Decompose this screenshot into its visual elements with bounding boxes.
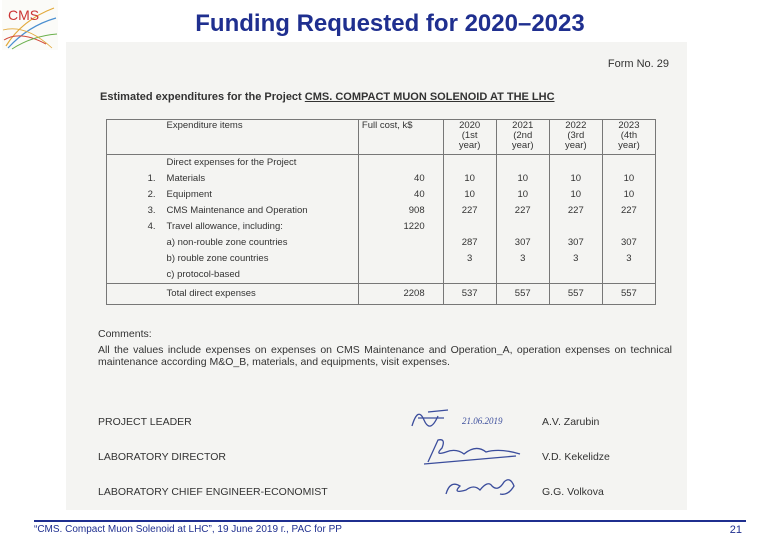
year-value: 227 <box>567 205 584 216</box>
section-label: Direct expenses for the Project <box>166 157 297 168</box>
cost-column <box>358 155 443 284</box>
year-value: 10 <box>623 189 635 200</box>
year-ordinal: (2nd <box>513 130 533 141</box>
year-value: 10 <box>464 189 475 200</box>
year-value: 10 <box>570 189 582 200</box>
year-suffix: year) <box>458 140 481 151</box>
cost-value: 1220 <box>403 221 425 232</box>
year-ordinal: (3rd <box>567 130 585 141</box>
logo-text: CMS <box>8 7 40 23</box>
row-label: CMS Maintenance and Operation <box>166 205 308 216</box>
year-label: 2022 <box>565 120 587 131</box>
total-label: Total direct expenses <box>164 284 359 305</box>
header-year-2022 <box>549 120 602 155</box>
footer-caption: “CMS. Compact Muon Solenoid at LHC”, 19 June 2019 г., PAC for PP <box>34 524 342 535</box>
signature-name: A.V. Zarubin <box>542 416 600 428</box>
header-cost-label: Full cost, k$ <box>361 120 413 131</box>
signature-scribble <box>438 472 528 500</box>
row-label: b) rouble zone countries <box>166 253 269 264</box>
scanned-form <box>66 42 687 510</box>
signature-role: LABORATORY DIRECTOR <box>98 451 226 463</box>
total-2022: 557 <box>549 284 602 305</box>
year-value: 10 <box>517 173 529 184</box>
year-label: 2021 <box>512 120 534 131</box>
row-num: 1. <box>147 173 156 184</box>
signature-name: G.G. Volkova <box>542 486 604 498</box>
year-2023-column <box>602 155 655 284</box>
table-header-row <box>107 120 656 155</box>
row-num: 3. <box>147 205 156 216</box>
year-suffix: year) <box>564 140 587 151</box>
year-value: 307 <box>620 237 637 248</box>
expenditure-table <box>106 119 656 305</box>
footer-divider <box>34 520 746 522</box>
year-2021-column <box>496 155 549 284</box>
row-label: Travel allowance, including: <box>166 221 283 232</box>
year-value: 10 <box>623 173 635 184</box>
year-value: 10 <box>517 189 529 200</box>
year-ordinal: (4th <box>620 130 638 141</box>
year-2020-column <box>443 155 496 284</box>
form-heading <box>100 91 555 103</box>
header-cost <box>358 120 443 155</box>
year-value: 3 <box>467 253 473 264</box>
page-number: 21 <box>729 524 742 536</box>
year-suffix: year) <box>511 140 534 151</box>
year-value: 3 <box>520 253 526 264</box>
signature-role: LABORATORY CHIEF ENGINEER-ECONOMIST <box>98 486 328 498</box>
table-body-row <box>107 155 656 284</box>
form-number: Form No. 29 <box>607 58 669 70</box>
year-value: 307 <box>514 237 531 248</box>
total-num-cell <box>107 284 164 305</box>
cost-value: 908 <box>408 205 425 216</box>
year-value: 227 <box>514 205 531 216</box>
signature-name: V.D. Kekelidze <box>542 451 610 463</box>
row-label: c) protocol-based <box>166 269 240 280</box>
year-ordinal: (1st <box>461 130 478 141</box>
header-items <box>164 120 359 155</box>
row-label: Equipment <box>166 189 212 200</box>
header-num-cell <box>107 120 164 155</box>
total-row <box>107 284 656 305</box>
project-name: CMS. COMPACT MUON SOLENOID AT THE LHC <box>304 91 555 103</box>
total-cost: 2208 <box>358 284 443 305</box>
row-labels <box>164 155 359 284</box>
year-suffix: year) <box>618 140 640 151</box>
header-year-2023 <box>602 120 655 155</box>
signature-scribble <box>416 436 526 466</box>
row-label: Materials <box>166 173 206 184</box>
form-heading-text: Estimated expenditures for the Project <box>100 91 302 103</box>
cost-value: 40 <box>414 189 425 200</box>
comments-text: All the values include expenses on expenses on CMS Maintenance and Operation_A, operation expenses on technical maintenance according M&O_B, materials, and equipments, visit expenses. <box>98 344 672 368</box>
row-num: 4. <box>147 221 156 232</box>
row-label: a) non-rouble zone countries <box>166 237 288 248</box>
total-2020: 537 <box>443 284 496 305</box>
header-year-2021 <box>496 120 549 155</box>
year-value: 3 <box>573 253 579 264</box>
row-num: 2. <box>147 189 156 200</box>
signature-role: PROJECT LEADER <box>98 416 192 428</box>
cost-value: 40 <box>414 173 425 184</box>
year-value: 10 <box>570 173 582 184</box>
year-value: 227 <box>461 205 478 216</box>
year-value: 227 <box>620 205 637 216</box>
year-2022-column <box>549 155 602 284</box>
header-items-label: Expenditure items <box>166 120 243 131</box>
year-label: 2023 <box>618 120 640 131</box>
row-numbers <box>107 155 164 284</box>
year-value: 287 <box>461 237 478 248</box>
total-2021: 557 <box>496 284 549 305</box>
signature-scribble <box>404 404 534 434</box>
slide-title: Funding Requested for 2020–2023 <box>195 10 585 37</box>
year-value: 3 <box>626 253 632 264</box>
signature-date: 21.06.2019 <box>462 416 503 426</box>
year-value: 307 <box>567 237 584 248</box>
header-year-2020 <box>443 120 496 155</box>
year-label: 2020 <box>459 120 481 131</box>
comments-heading: Comments: <box>98 328 152 340</box>
total-2023: 557 <box>602 284 655 305</box>
year-value: 10 <box>464 173 475 184</box>
comments <box>98 328 672 368</box>
